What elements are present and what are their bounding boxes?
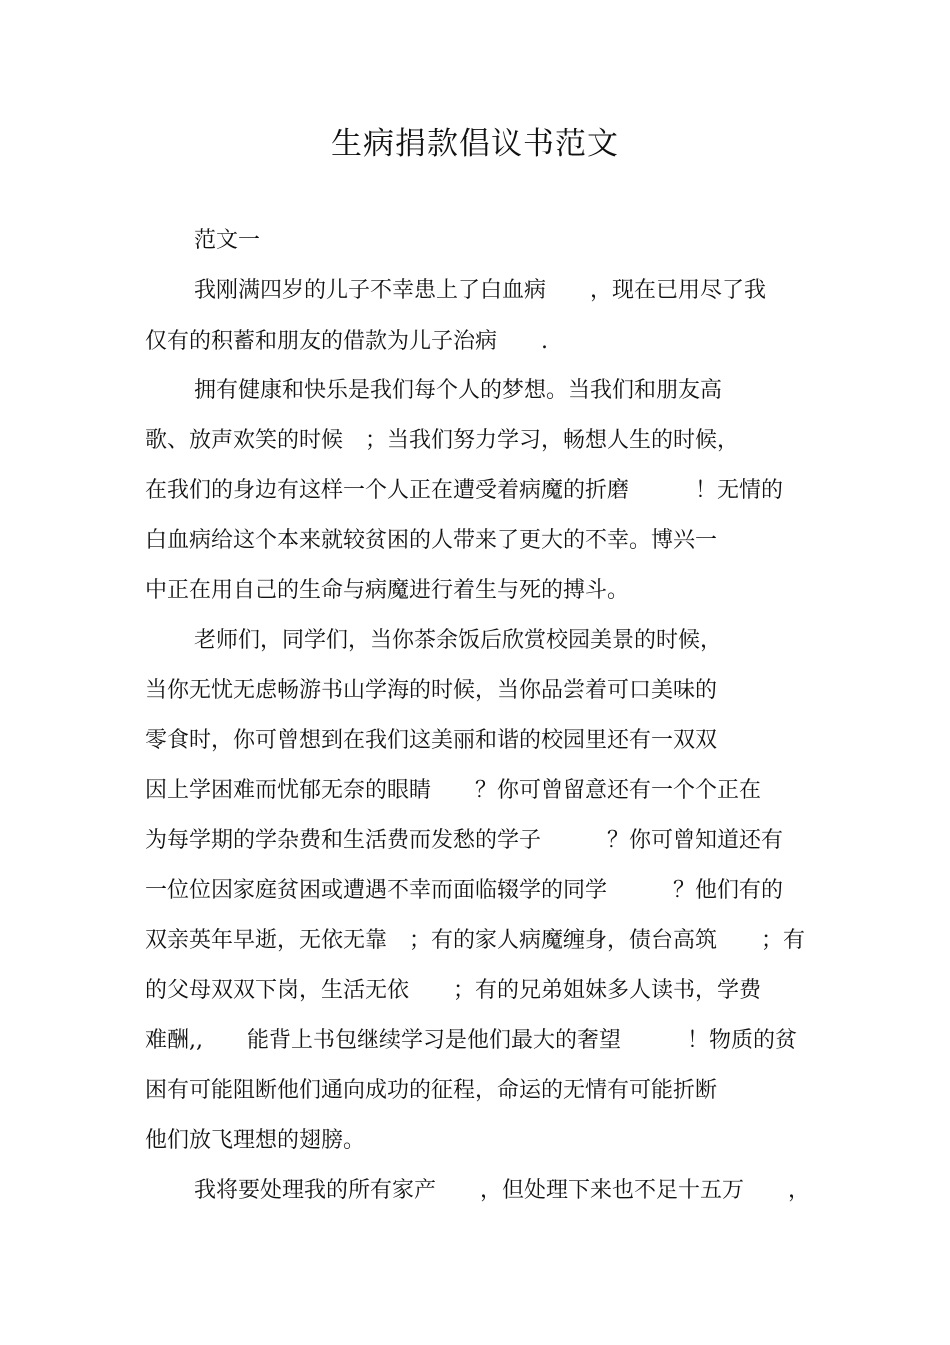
paragraph-line: 零食时，你可曾想到在我们这美丽和谐的校园里还有一双双 bbox=[145, 728, 718, 753]
paragraph-line: 一位位因家庭贫困或遭遇不幸而面临辍学的同学 ？他们有的 bbox=[145, 878, 784, 903]
document-title: 生病捐款倡议书范文 bbox=[331, 126, 619, 162]
paragraph-line: 因上学困难而忧郁无奈的眼睛 ？你可曾留意还有一个个正在 bbox=[145, 778, 762, 803]
section-heading: 范文一 bbox=[194, 228, 261, 253]
paragraph-line: 仅有的积蓄和朋友的借款为儿子治病 . bbox=[145, 329, 548, 354]
paragraph-line: 拥有健康和快乐是我们每个人的梦想。当我们和朋友高 bbox=[194, 378, 723, 403]
paragraph-line: 中正在用自己的生命与病魔进行着生与死的搏斗。 bbox=[145, 578, 630, 603]
paragraph-line: 我将要处理我的所有家产 ，但处理下来也不足十五万 ， bbox=[194, 1178, 811, 1203]
paragraph-line: 他们放飞理想的翅膀。 bbox=[145, 1128, 366, 1153]
paragraph-line: 我刚满四岁的儿子不幸患上了白血病 ，现在已用尽了我 bbox=[194, 278, 767, 303]
paragraph-line: 为每学期的学杂费和生活费而发愁的学子 ？你可曾知道还有 bbox=[145, 828, 784, 853]
paragraph-line: 的父母双双下岗，生活无依 ；有的兄弟姐妹多人读书，学费 bbox=[145, 978, 762, 1003]
paragraph-line: 当你无忧无虑畅游书山学海的时候，当你品尝着可口美味的 bbox=[145, 678, 718, 703]
paragraph-line: 困有可能阻断他们通向成功的征程，命运的无情有可能折断 bbox=[145, 1078, 718, 1103]
paragraph-line: 白血病给这个本来就较贫困的人带来了更大的不幸。博兴一 bbox=[145, 528, 718, 553]
paragraph-line: 在我们的身边有这样一个人正在遭受着病魔的折磨 ！无情的 bbox=[145, 478, 784, 503]
paragraph-line: 难酬,, 能背上书包继续学习是他们最大的奢望 ！物质的贫 bbox=[145, 1028, 797, 1053]
paragraph-line: 老师们，同学们，当你茶余饭后欣赏校园美景的时候， bbox=[194, 628, 723, 653]
paragraph-line: 歌、放声欢笑的时候 ；当我们努力学习，畅想人生的时候， bbox=[145, 428, 740, 453]
paragraph-line: 双亲英年早逝，无依无靠 ；有的家人病魔缠身，债台高筑 ；有 bbox=[145, 928, 806, 953]
